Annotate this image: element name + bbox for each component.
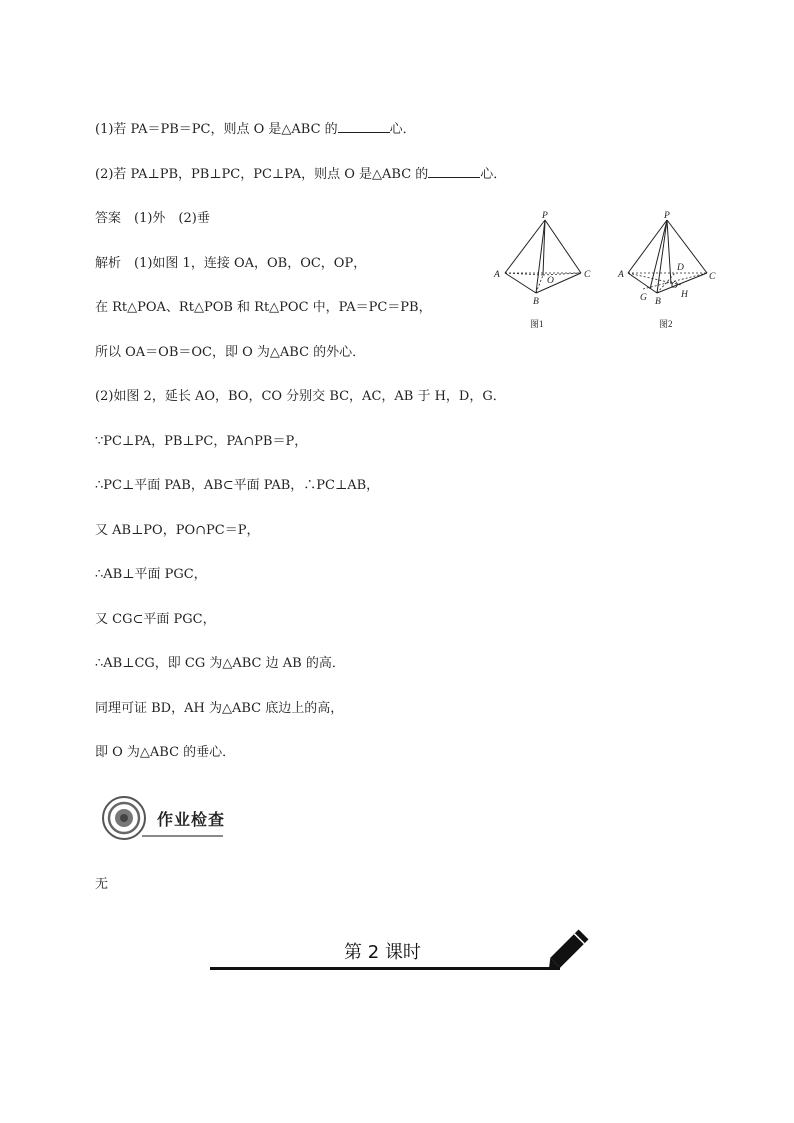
solution-line: ∴PC⊥平面 PAB，AB⊂平面 PAB，∴PC⊥AB， [95,478,380,493]
label-b: B [655,297,661,307]
question-1 [95,120,416,139]
figure-1-caption: 图1 [530,319,544,329]
solution-line: 又 AB⊥PO，PO∩PC＝P， [95,523,260,538]
label-c: C [584,270,591,280]
question-2-text: (2)若 PA⊥PB，PB⊥PC，PC⊥PA，则点 O 是△ABC 的 [95,167,429,182]
homework-title: 作业检查 [157,810,226,829]
figure-2-caption: 图2 [659,319,673,329]
question-1-suffix: 心． [389,122,416,137]
solution-line: 即 O 为△ABC 的垂心． [95,745,236,760]
label-a: A [618,270,624,280]
lesson-title: 第 2 课时 [344,942,421,963]
solution-line: ∴AB⊥平面 PGC， [95,567,207,582]
label-p: P [542,211,548,221]
answer-line: 答案 (1)外 (2)垂 [95,211,210,226]
label-b: B [533,297,539,307]
homework-content: 无 [95,877,109,892]
question-2-suffix: 心． [480,167,507,182]
question-2 [95,165,506,184]
pencil-icon [540,922,596,978]
label-h: H [681,290,688,300]
question-1-text: (1)若 PA＝PB＝PC，则点 O 是△ABC 的 [95,122,338,137]
answer-blank [338,120,390,133]
solution-line: 同理可证 BD，AH 为△ABC 底边上的高， [95,701,344,716]
label-a: A [494,270,500,280]
solution-line: 所以 OA＝OB＝OC，即 O 为△ABC 的外心． [95,345,366,360]
figure-1-tetrahedron [488,205,598,335]
label-p: P [664,211,670,221]
target-icon [103,797,145,839]
solution-line: 解析 (1)如图 1，连接 OA，OB，OC，OP， [95,256,367,271]
answer-blank [428,165,480,178]
solution-line: ∵PC⊥PA，PB⊥PC，PA∩PB＝P， [95,434,308,449]
label-o: O [671,281,678,291]
solution-line: 在 Rt△POA、Rt△POB 和 Rt△POC 中，PA＝PC＝PB， [95,300,432,315]
label-o: O [547,276,554,286]
label-g: G [640,293,647,303]
lesson-underline [210,967,560,970]
solution-line: ∴AB⊥CG，即 CG 为△ABC 边 AB 的高． [95,656,345,671]
solution-line: 又 CG⊂平面 PGC， [95,612,216,627]
label-d: D [677,263,684,273]
label-c: C [709,272,716,282]
figure-2-tetrahedron [615,205,725,335]
solution-line: (2)如图 2，延长 AO，BO，CO 分别交 BC，AC，AB 于 H，D，G． [95,389,506,404]
